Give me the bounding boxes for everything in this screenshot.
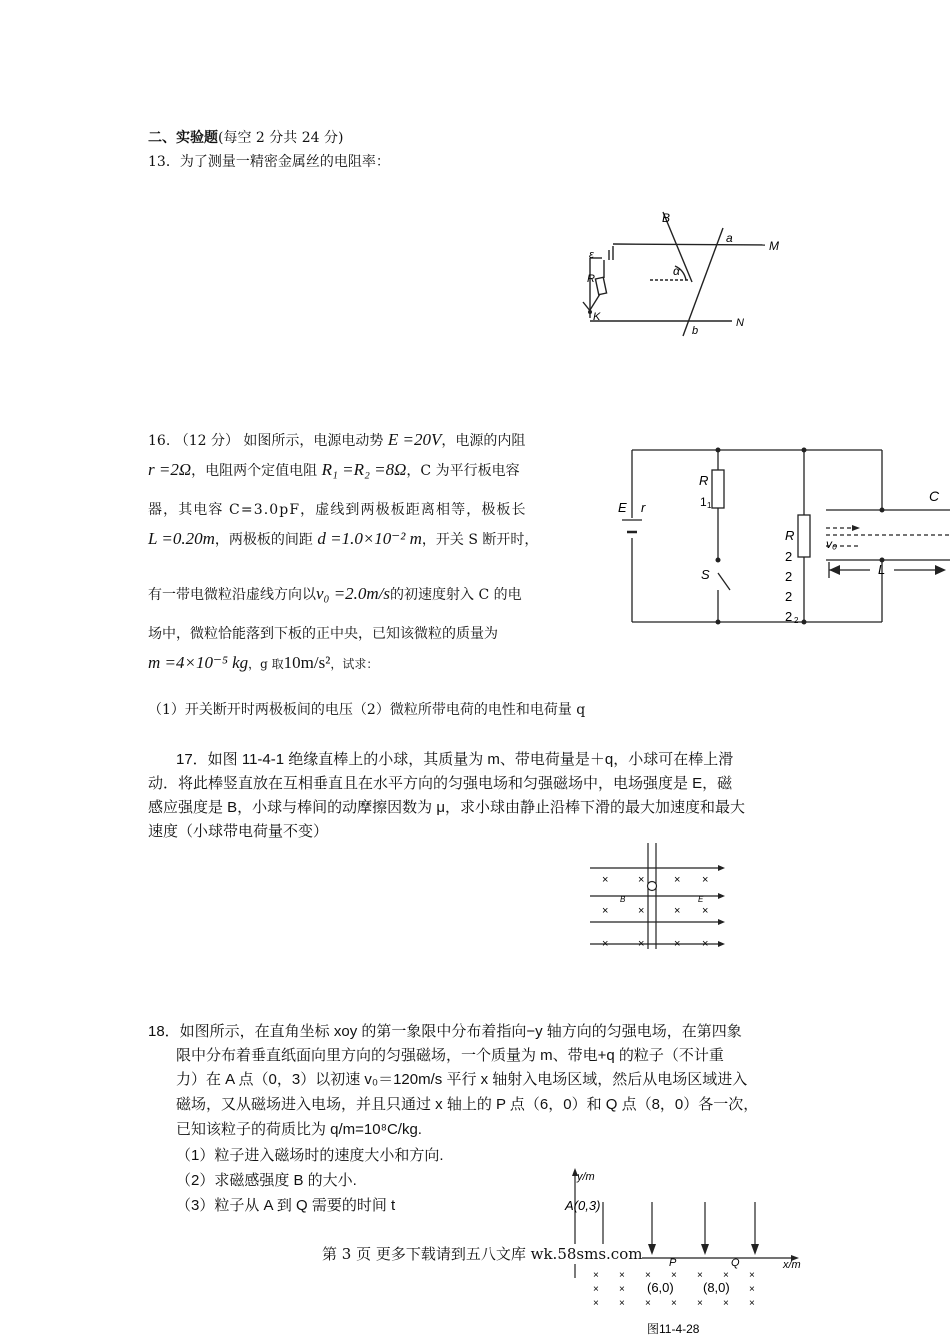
q16-text-d: ，C 为平行板电容 — [406, 463, 520, 479]
fig13-label-K: K — [593, 311, 601, 323]
q16-text-h: 的初速度射入 C 的电 — [390, 587, 522, 603]
fig13-label-M: M — [769, 239, 779, 253]
fig18-label-q8: (8,0) — [703, 1280, 730, 1295]
fig17-cross-9: × — [602, 938, 609, 950]
fig18-cross-17: × — [749, 1298, 755, 1309]
fig13-label-alpha: α — [673, 264, 680, 278]
fig16-label-R1: R — [699, 473, 709, 488]
fig13-label-N: N — [736, 317, 744, 329]
q17-line2: 动．将此棒竖直放在互相垂直且在水平方向的匀强电场和匀强磁场中，电场强度是 E，磁 — [148, 775, 733, 792]
q16-text-i: ，g 取 — [248, 657, 284, 671]
q16-line4 — [148, 527, 538, 552]
fig17-label-E: E — [698, 895, 704, 904]
fig16-label-2d: 2 — [785, 609, 793, 624]
q16-text-b: ，电源的内阻 — [441, 433, 526, 449]
fig16-label-r: r — [641, 500, 646, 515]
fig16-label-1b: 1 — [707, 501, 712, 510]
q16-line1 — [148, 428, 525, 453]
q16-line7 — [148, 651, 378, 676]
fig18-cross-7: × — [749, 1270, 755, 1281]
fig17-label-B: B — [620, 895, 626, 904]
q17-line1: 17．如图 11-4-1 绝缘直棒上的小球，其质量为 m、带电荷量是＋q，小球可在棒上滑 — [176, 751, 734, 768]
fig18-label-Q: Q — [731, 1257, 740, 1269]
fig18-caption: 图11-4-28 — [647, 1322, 700, 1336]
q16-line3: 器，其电容 C=3.0pF，虚线到两极板距离相等，极板长 — [148, 502, 527, 518]
fig16-label-2b: 2 — [785, 569, 793, 584]
fig18-cross-11: × — [593, 1298, 599, 1309]
fig17-cross-7: × — [674, 905, 681, 917]
q16-text-a: 16. （12 分） 如图所示，电源电动势 — [148, 433, 384, 449]
fig18-cross-5: × — [697, 1270, 703, 1281]
fig17-cross-5: × — [602, 905, 609, 917]
q16-length: L =0.20m — [148, 529, 215, 548]
fig18-cross-13: × — [645, 1298, 651, 1309]
fig13-label-a: a — [726, 231, 733, 245]
q16-internal-r: r =2Ω — [148, 460, 192, 479]
fig16-label-2a: 2 — [785, 549, 793, 564]
q17-line4: 速度（小球带电荷量不变） — [148, 823, 329, 840]
fig18-cross-14: × — [671, 1298, 677, 1309]
fig18-cross-2: × — [619, 1270, 625, 1281]
q18-line3: 力）在 A 点（0，3）以初速 v₀＝120m/s 平行 x 轴射入电场区域，然后从电场区域进入 — [176, 1071, 748, 1088]
q16-g: 10m/s² — [283, 653, 331, 672]
fig16-label-L: L — [878, 562, 886, 577]
q18-line2: 限中分布着垂直纸面向里方向的匀强磁场，一个质量为 m、带电+q 的粒子（不计重 — [176, 1047, 724, 1064]
fig16-label-2c: 2 — [785, 589, 793, 604]
section-note: (每空 2 分共 24 分) — [218, 130, 344, 146]
q18-line1: 18．如图所示，在直角坐标 xoy 的第一象限中分布着指向−y 轴方向的匀强电场，在第四象 — [148, 1023, 742, 1040]
fig17-cross-1: × — [602, 874, 609, 886]
q16-line5 — [148, 582, 522, 607]
fig18-label-p6: (6,0) — [647, 1280, 674, 1295]
q16-text-e: ，两极板的间距 — [214, 532, 313, 548]
section-title: 二、实验题 — [148, 130, 218, 146]
figure-16-circuit — [620, 440, 950, 630]
q17-line3: 感应强度是 B，小球与棒间的动摩擦因数为 μ，求小球由静止沿棒下滑的最大加速度和最大 — [148, 799, 745, 816]
q18-sub-1: （1）粒子进入磁场时的速度大小和方向. — [176, 1147, 444, 1164]
footer-text: 第 3 页 更多下载请到五八文库 wk.58sms.com — [322, 1245, 643, 1263]
page-footer — [322, 1244, 642, 1264]
fig17-cross-3: × — [674, 874, 681, 886]
fig18-cross-15: × — [697, 1298, 703, 1309]
fig17-cross-11: × — [674, 938, 681, 950]
q16-text-f: ，开关 S 断开时， — [421, 532, 539, 548]
fig18-cross-6: × — [723, 1270, 729, 1281]
q16-text-g: 有一带电微粒沿虚线方向以 — [148, 587, 316, 603]
q18-sub-2: （2）求磁感强度 B 的大小. — [176, 1172, 357, 1189]
q16-gap: d =1.0×10⁻² m — [317, 529, 422, 548]
fig16-label-v0: v₀ — [826, 537, 838, 551]
fig18-cross-3: × — [645, 1270, 651, 1281]
fig13-label-epsilon: ε — [589, 249, 594, 261]
q18-line5: 已知该粒子的荷质比为 q/m=10⁸C/kg. — [176, 1121, 422, 1138]
q18-line4: 磁场，又从磁场进入电场，并且只通过 x 轴上的 P 点（6，0）和 Q 点（8，0）各一次， — [176, 1096, 759, 1113]
fig18-cross-4: × — [671, 1270, 677, 1281]
fig17-cross-10: × — [638, 938, 645, 950]
fig16-label-S: S — [701, 567, 710, 582]
q16-emf: E =20V — [387, 430, 442, 449]
q16-text-j: ，试求： — [330, 657, 379, 671]
fig13-label-b: b — [692, 325, 699, 337]
q16-line6: 场中，微粒恰能落到下板的正中央，已知该微粒的质量为 — [148, 626, 498, 642]
fig17-cross-6: × — [638, 905, 645, 917]
fig13-label-R: R — [587, 273, 595, 285]
fig16-label-E: E — [618, 500, 627, 515]
q16-resistors: R₁ =R₂ =8Ω — [321, 460, 407, 479]
q13-text: 13．为了测量一精密金属丝的电阻率： — [148, 154, 390, 170]
q16-mass: m =4×10⁻⁵ kg — [148, 653, 249, 672]
fig17-cross-4: × — [702, 874, 709, 886]
fig18-cross-16: × — [723, 1298, 729, 1309]
fig13-label-B: B — [662, 211, 671, 225]
fig18-label-P: P — [669, 1257, 677, 1269]
fig18-cross-12: × — [619, 1298, 625, 1309]
q16-line2 — [148, 458, 520, 483]
fig16-label-C: C — [929, 488, 940, 504]
q18-sub-3: （3）粒子从 A 到 Q 需要的时间 t — [176, 1197, 396, 1214]
fig16-label-1a: 1 — [700, 495, 707, 509]
fig18-cross-10: × — [749, 1284, 755, 1295]
fig17-cross-2: × — [638, 874, 645, 886]
fig18-label-A: A(0,3) — [565, 1198, 601, 1213]
fig18-label-x: x/m — [783, 1259, 801, 1271]
section-heading — [148, 128, 343, 148]
figure-13-rails — [580, 208, 780, 338]
fig17-cross-12: × — [702, 938, 709, 950]
fig18-label-y: y/m — [577, 1171, 595, 1183]
figure-17-field — [588, 843, 738, 958]
q16-text-c: ，电阻两个定值电阻 — [191, 463, 318, 479]
fig18-cross-1: × — [593, 1270, 599, 1281]
fig17-cross-8: × — [702, 905, 709, 917]
fig16-label-2e: 2 — [794, 616, 799, 625]
fig16-label-R2: R — [785, 528, 795, 543]
fig18-cross-8: × — [593, 1284, 599, 1295]
q16-v0: v₀ =2.0m/s — [316, 584, 391, 603]
q16-sub: （1）开关断开时两极板间的电压（2）微粒所带电荷的电性和电荷量 q — [148, 702, 586, 718]
fig18-cross-9: × — [619, 1284, 625, 1295]
